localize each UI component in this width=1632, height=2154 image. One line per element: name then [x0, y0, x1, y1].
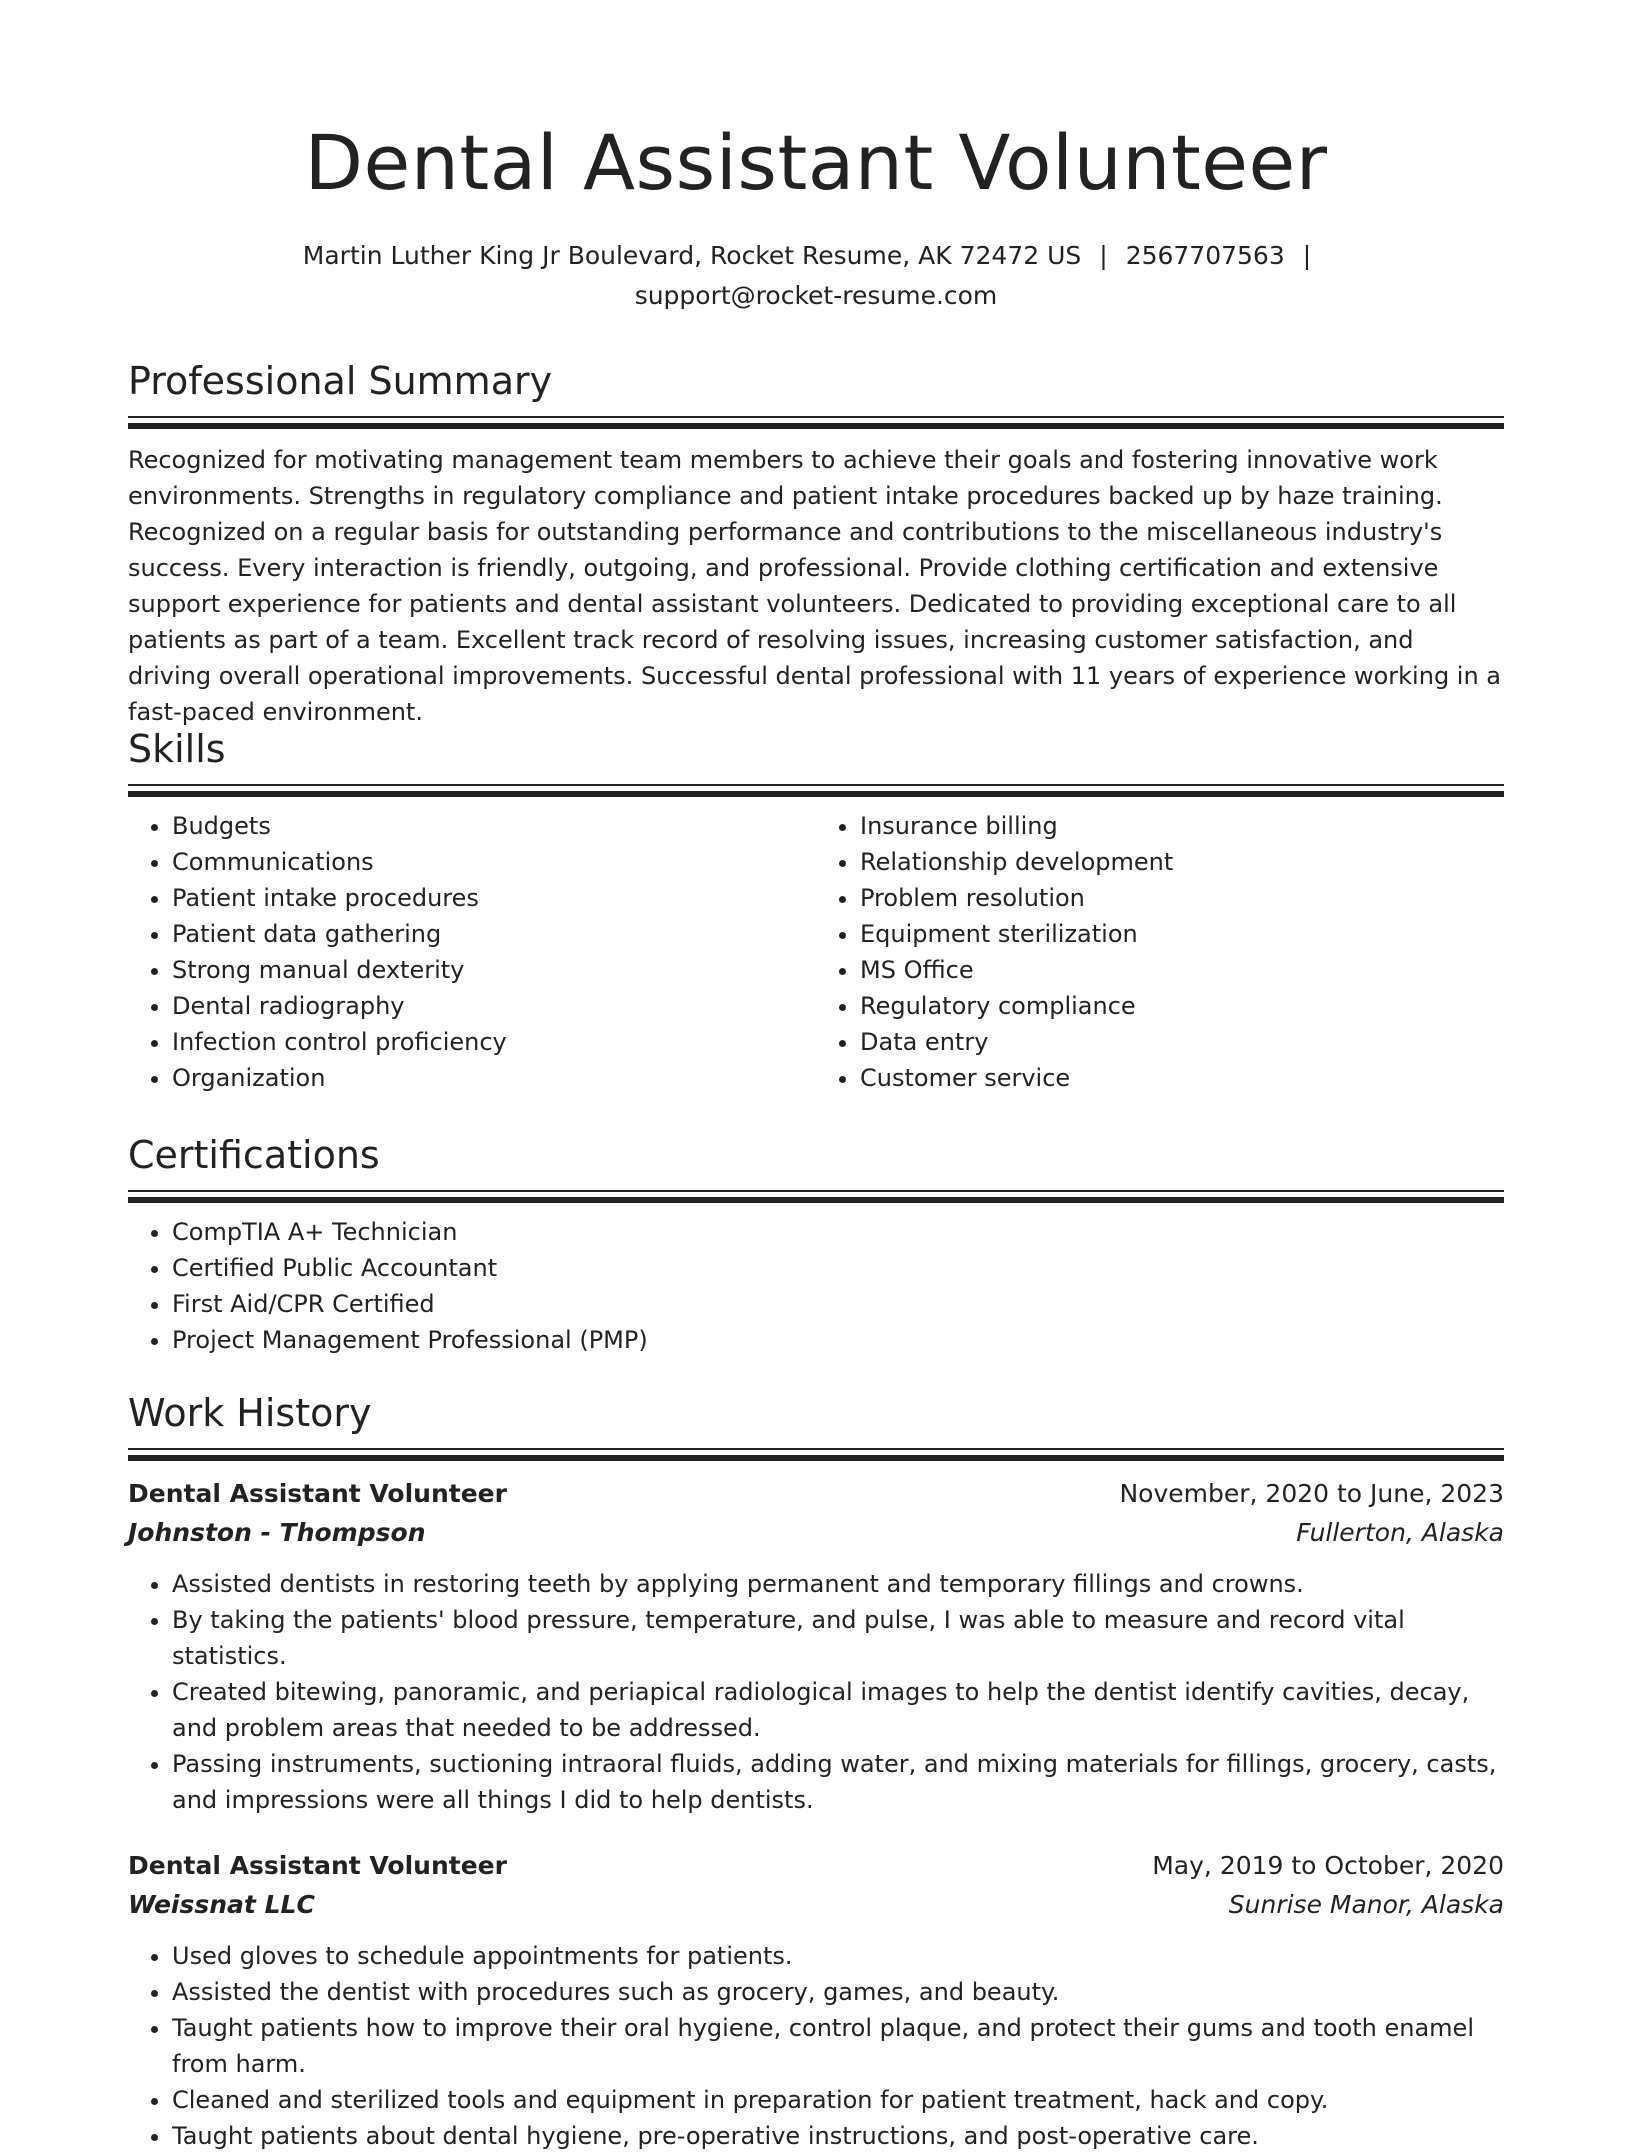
- list-item: • Taught patients about dental hygiene, pre-operative instructions, and post-operative care.: [172, 2118, 1504, 2154]
- list-item: • Problem resolution: [860, 880, 1504, 916]
- job-dates: May, 2019 to October, 2020: [1152, 1851, 1504, 1880]
- skills-section: [128, 724, 1504, 1096]
- skills-list-left: [128, 808, 816, 1096]
- certifications-list: [128, 1214, 1504, 1358]
- list-item: • Passing instruments, suctioning intraoral fluids, adding water, and mixing materials for fillings, grocery, casts, and impressions were all things I did to help dentists.: [172, 1746, 1504, 1818]
- job-entry: [128, 1846, 1504, 2154]
- section-divider: [128, 780, 1504, 798]
- list-item: • First Aid/CPR Certified: [172, 1286, 1504, 1322]
- section-divider: [128, 1186, 1504, 1204]
- list-item: • Patient intake procedures: [172, 880, 816, 916]
- section-heading: Work History: [128, 1391, 372, 1435]
- list-item: • Cleaned and sterilized tools and equipment in preparation for patient treatment, hack and copy.: [172, 2082, 1504, 2118]
- list-item: • Assisted dentists in restoring teeth by applying permanent and temporary fillings and crowns.: [172, 1566, 1504, 1602]
- list-item: • Project Management Professional (PMP): [172, 1322, 1504, 1358]
- list-item: • Relationship development: [860, 844, 1504, 880]
- skills-columns: [128, 808, 1504, 1096]
- email: support@rocket-resume.com: [634, 281, 998, 310]
- job-entry: [128, 1474, 1504, 1818]
- list-item: • Organization: [172, 1060, 816, 1096]
- contact-separator: |: [1302, 241, 1312, 270]
- skills-list-right: [816, 808, 1504, 1096]
- job-title: Dental Assistant Volunteer: [128, 1479, 507, 1508]
- job-bullets: [128, 1566, 1504, 1818]
- list-item: • Strong manual dexterity: [172, 952, 816, 988]
- job-location: Sunrise Manor, Alaska: [1228, 1890, 1504, 1919]
- job-company: Weissnat LLC: [128, 1890, 315, 1919]
- list-item: • Taught patients how to improve their oral hygiene, control plaque, and protect their gums and tooth enamel from harm.: [172, 2010, 1504, 2082]
- address: Martin Luther King Jr Boulevard, Rocket Resume, AK 72472 US: [302, 241, 1082, 270]
- list-item: • CompTIA A+ Technician: [172, 1214, 1504, 1250]
- list-item: • Assisted the dentist with procedures such as grocery, games, and beauty.: [172, 1974, 1504, 2010]
- list-item: • Regulatory compliance: [860, 988, 1504, 1024]
- list-item: • Customer service: [860, 1060, 1504, 1096]
- summary-section: [128, 356, 1504, 730]
- summary-text: Recognized for motivating management team members to achieve their goals and fostering innovative work environments. Strengths in regulatory compliance and patient intake procedures backed up by haze training. Recognized on a regular basis for outstanding performance and contributions to the miscellaneous industry's success. Every interaction is friendly, outgoing, and professional. Provide clothing certification and extensive support experience for patients and dental assistant volunteers. Dedicated to providing exceptional care to all patients as part of a team. Excellent track record of resolving issues, increasing customer satisfaction, and driving overall operational improvements. Successful dental professional with 11 years of experience working in a fast-paced environment.: [128, 446, 1502, 726]
- list-item: • Created bitewing, panoramic, and periapical radiological images to help the dentist identify cavities, decay, and problem areas that needed to be addressed.: [172, 1674, 1504, 1746]
- list-item: • Insurance billing: [860, 808, 1504, 844]
- list-item: • Certified Public Accountant: [172, 1250, 1504, 1286]
- phone: 2567707563: [1125, 241, 1285, 270]
- section-divider: [128, 1444, 1504, 1462]
- section-divider: [128, 412, 1504, 430]
- job-company: Johnston - Thompson: [128, 1518, 426, 1547]
- list-item: • Patient data gathering: [172, 916, 816, 952]
- list-item: • Budgets: [172, 808, 816, 844]
- contact-separator: |: [1099, 241, 1108, 270]
- section-heading: Professional Summary: [128, 359, 553, 403]
- job-title: Dental Assistant Volunteer: [128, 1851, 507, 1880]
- list-item: • MS Office: [860, 952, 1504, 988]
- list-item: • Communications: [172, 844, 816, 880]
- list-item: • By taking the patients' blood pressure, temperature, and pulse, I was able to measure and record vital statistics.: [172, 1602, 1504, 1674]
- resume-name: Dental Assistant Volunteer: [304, 118, 1328, 207]
- jobs-list: [128, 1474, 1504, 2154]
- list-item: • Used gloves to schedule appointments for patients.: [172, 1938, 1504, 1974]
- job-bullets: [128, 1938, 1504, 2154]
- list-item: • Infection control proficiency: [172, 1024, 816, 1060]
- job-location: Fullerton, Alaska: [1296, 1518, 1504, 1547]
- job-dates: November, 2020 to June, 2023: [1119, 1479, 1504, 1508]
- list-item: • Dental radiography: [172, 988, 816, 1024]
- certifications-section: [128, 1130, 1504, 1358]
- list-item: • Data entry: [860, 1024, 1504, 1060]
- section-heading: Skills: [128, 727, 226, 771]
- section-heading: Certifications: [128, 1133, 380, 1177]
- work-history-section: [128, 1388, 1504, 2154]
- list-item: • Equipment sterilization: [860, 916, 1504, 952]
- contact-info: [128, 236, 1504, 316]
